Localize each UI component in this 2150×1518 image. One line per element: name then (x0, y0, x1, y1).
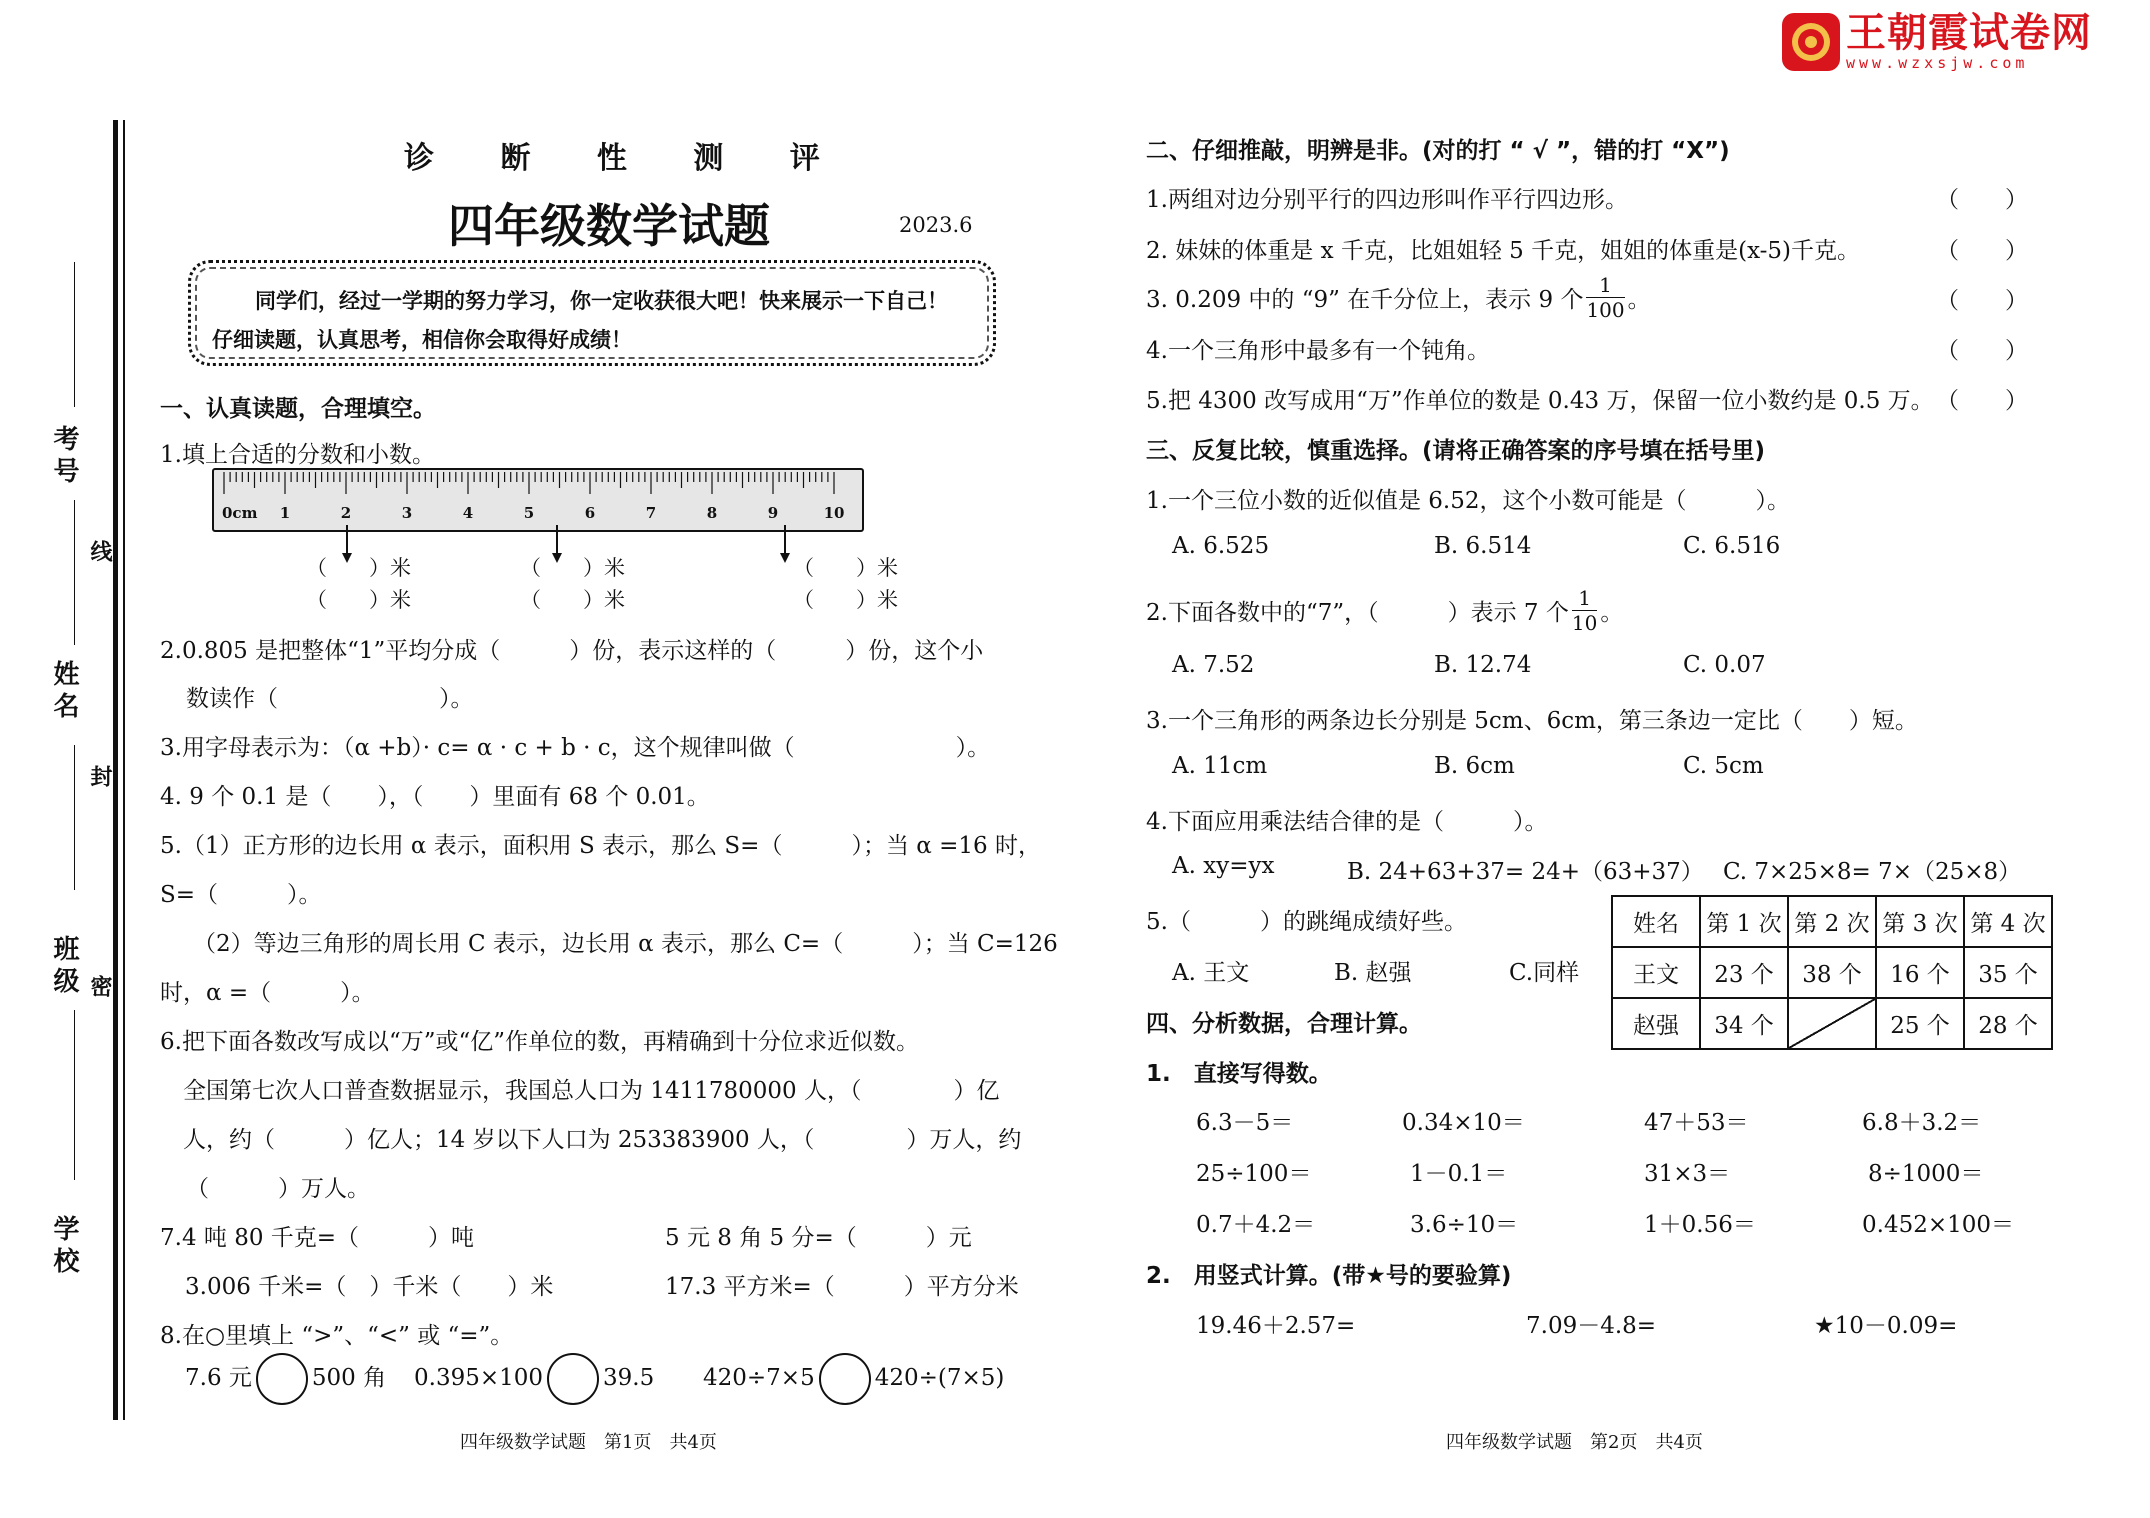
table-header-cell: 姓名 (1612, 896, 1700, 947)
q8-item-3-right: 420÷(7×5) (874, 1365, 1005, 1391)
calc-r3-c4: 0.452×100＝ (1862, 1212, 2015, 1238)
calc-r2-c3: 31×3＝ (1644, 1161, 1731, 1187)
choice-2-frac-den: 10 (1571, 610, 1598, 635)
intro-line-2: 仔细读题，认真思考，相信你会取得好成绩！ (212, 328, 632, 352)
compare-circle-2[interactable] (547, 1353, 599, 1405)
kaohao-line (74, 262, 75, 407)
section-2-title: 二、仔细推敲，明辨是非。(对的打 “ √ ”，错的打 “X”) (1146, 138, 1730, 164)
choice-2-option-a[interactable]: A. 7.52 (1172, 652, 1255, 678)
footer-right: 四年级数学试题 第2页 共4页 (1446, 1432, 1703, 1453)
calc-r3-c3: 1＋0.56＝ (1644, 1212, 1756, 1238)
tf-3-text: 3. 0.209 中的 “9” 在千分位上，表示 9 个 (1146, 286, 1584, 313)
mark-feng: 封 (87, 765, 112, 793)
q5-line-1: 5.（1）正方形的边长用 α 表示，面积用 S 表示，那么 S=（ ）；当 α =16 时， (160, 833, 1041, 859)
table-row (1612, 998, 2052, 1049)
vertical-calc-2: 7.09－4.8= (1526, 1313, 1657, 1339)
choice-1-option-b[interactable]: B. 6.514 (1434, 533, 1532, 559)
tf-3-answer[interactable]: （ ） (1936, 288, 2028, 314)
tf-2: 2. 妹妹的体重是 x 千克，比姐姐轻 5 千克，姐姐的体重是(x-5)千克。 (1146, 238, 1861, 264)
choice-5-option-c[interactable]: C.同样 (1509, 960, 1580, 986)
footer-left: 四年级数学试题 第1页 共4页 (460, 1432, 717, 1453)
tf-5-answer[interactable]: （ ） (1936, 388, 2028, 414)
q7-c: 3.006 千米=（ ）千米（ ）米 (185, 1274, 554, 1300)
logo-emblem-icon (1782, 13, 1840, 71)
table-cell: 35 个 (1964, 947, 2052, 998)
exam-date: 2023.6 (899, 213, 973, 237)
section-4-title: 四、分析数据，合理计算。 (1146, 1011, 1422, 1037)
choice-2-option-b[interactable]: B. 12.74 (1434, 652, 1532, 678)
q8-item-2 (414, 1353, 654, 1405)
intro-line-1: 同学们，经过一学期的努力学习，你一定收获很大吧！快来展示一下自己！ (255, 289, 948, 313)
ruler-blank-2b[interactable]: （ ）米 (520, 588, 625, 612)
q8-item-3 (703, 1353, 1004, 1405)
q2-line-2: 数读作（ ）。 (186, 686, 474, 712)
calc-r2-c4: 8÷1000＝ (1868, 1161, 1984, 1187)
ruler-blank-3a[interactable]: （ ）米 (793, 556, 898, 580)
table-cell-crossed (1788, 998, 1876, 1049)
choice-2-option-c[interactable]: C. 0.07 (1683, 652, 1766, 678)
table-header-row (1612, 896, 2052, 947)
ruler-label: 0cm (222, 504, 258, 522)
section-1-title: 一、认真读题，合理填空。 (160, 396, 436, 422)
logo-name: 王朝霞试卷网 (1846, 10, 2092, 56)
site-logo (1782, 12, 2092, 72)
vertical-calc-3: ★10－0.09= (1814, 1313, 1958, 1339)
table-cell: 23 个 (1700, 947, 1788, 998)
calc-r1-c4: 6.8＋3.2＝ (1862, 1110, 1982, 1136)
table-cell: 34 个 (1700, 998, 1788, 1049)
ruler-blank-1b[interactable]: （ ）米 (306, 588, 411, 612)
xuexiao-line (74, 1010, 75, 1180)
q6-line-1: 6.把下面各数改写成以“万”或“亿”作单位的数，再精确到十分位求近似数。 (160, 1029, 919, 1055)
q8-item-1 (185, 1353, 386, 1405)
choice-2-frac-num: 1 (1572, 586, 1597, 611)
calc-r1-c2: 0.34×10＝ (1402, 1110, 1525, 1136)
q7-b: 5 元 8 角 5 分=（ ）元 (665, 1225, 972, 1251)
ruler-ticks (214, 470, 862, 530)
logo-url: www.wzxsjw.com (1846, 54, 2029, 72)
table-cell: 赵强 (1612, 998, 1700, 1049)
q2-line-1: 2.0.805 是把整体“1”平均分成（ ）份，表示这样的（ ）份，这个小 (160, 638, 984, 664)
section-4-part-1: 1. 直接写得数。 (1146, 1061, 1332, 1087)
calc-r2-c2: 1－0.1＝ (1410, 1161, 1508, 1187)
section-3-title: 三、反复比较，慎重选择。(请将正确答案的序号填在括号里) (1146, 438, 1766, 464)
label-kaohao: 考号 (49, 425, 79, 489)
q1: 1.填上合适的分数和小数。 (160, 442, 435, 468)
choice-2-question (1146, 580, 1623, 640)
tf-3-frac-num: 1 (1586, 273, 1624, 298)
q8-item-2-left: 0.395×100 (414, 1365, 544, 1391)
calc-r1-c1: 6.3－5＝ (1196, 1110, 1294, 1136)
q5-line-2: S=（ ）。 (160, 882, 322, 908)
q8-item-2-right: 39.5 (603, 1365, 655, 1391)
q6-line-3: 人，约（ ）亿人；14 岁以下人口为 253383900 人，（ ）万人，约 (183, 1127, 1022, 1153)
ruler-label: 4 (462, 504, 474, 522)
table-header-cell: 第 4 次 (1964, 896, 2052, 947)
q3: 3.用字母表示为：（α +b）· c= α · c + b · c，这个规律叫做（ ）。 (160, 735, 991, 761)
tf-4: 4.一个三角形中最多有一个钝角。 (1146, 338, 1490, 364)
banji-line (74, 745, 75, 890)
ruler-label: 2 (340, 504, 352, 522)
choice-5-option-b[interactable]: B. 赵强 (1334, 960, 1412, 986)
q8: 8.在○里填上 “>”、“<” 或 “=”。 (160, 1323, 514, 1349)
tf-1: 1.两组对边分别平行的四边形叫作平行四边形。 (1146, 187, 1628, 213)
section-4-part-2: 2. 用竖式计算。(带★号的要验算) (1146, 1263, 1512, 1289)
ruler (212, 468, 864, 532)
q4: 4. 9 个 0.1 是（ ），（ ）里面有 68 个 0.01。 (160, 784, 710, 810)
label-xuexiao: 学校 (49, 1215, 79, 1279)
table-header-cell: 第 3 次 (1876, 896, 1964, 947)
choice-3-option-c[interactable]: C. 5cm (1683, 753, 1764, 779)
mark-mi: 密 (87, 975, 112, 1003)
binding-rule-thin (123, 120, 125, 1420)
tf-3-tail: 。 (1627, 286, 1651, 313)
table-cell: 16 个 (1876, 947, 1964, 998)
tf-3-fraction (1586, 273, 1624, 322)
ruler-blank-2a[interactable]: （ ）米 (520, 556, 625, 580)
ruler-label: 7 (645, 504, 657, 522)
table-header-cell: 第 1 次 (1700, 896, 1788, 947)
compare-circle-1[interactable] (256, 1353, 308, 1405)
q8-item-1-right: 500 角 (311, 1365, 387, 1391)
q5-line-3: （2）等边三角形的周长用 C 表示，边长用 α 表示，那么 C=（ ）；当 C=126 (193, 931, 1058, 957)
ruler-blank-1a[interactable]: （ ）米 (306, 556, 411, 580)
calc-r3-c1: 0.7＋4.2＝ (1196, 1212, 1316, 1238)
compare-circle-3[interactable] (819, 1353, 871, 1405)
q7-d: 17.3 平方米=（ ）平方分米 (665, 1274, 1019, 1300)
q7-a: 7.4 吨 80 千克=（ ）吨 (160, 1225, 475, 1251)
tf-2-answer[interactable]: （ ） (1936, 238, 2028, 264)
choice-2-tail: 。 (1600, 599, 1624, 626)
ruler-label: 3 (401, 504, 413, 522)
choice-1-option-a[interactable]: A. 6.525 (1172, 533, 1270, 559)
ruler-label: 8 (706, 504, 718, 522)
choice-5-option-a[interactable]: A. 王文 (1172, 960, 1250, 986)
choice-1-question: 1.一个三位小数的近似值是 6.52，这个小数可能是（ ）。 (1146, 488, 1790, 514)
choice-5-question: 5.（ ）的跳绳成绩好些。 (1146, 909, 1467, 935)
q5-line-4: 时，α =（ ）。 (160, 980, 375, 1006)
page-title: 四年级数学试题 (448, 199, 770, 253)
ruler-blank-3b[interactable]: （ ）米 (793, 588, 898, 612)
mark-xian: 线 (87, 540, 112, 568)
ruler-label: 6 (584, 504, 596, 522)
tf-5: 5.把 4300 改写成用“万”作单位的数是 0.43 万，保留一位小数约是 0.5 万。 (1146, 388, 1934, 414)
choice-4-option-a[interactable]: A. xy=yx (1172, 853, 1275, 879)
tf-3-frac-den: 100 (1586, 297, 1625, 322)
choice-2-text: 2.下面各数中的“7”，（ ）表示 7 个 (1146, 599, 1569, 626)
choice-3-option-a[interactable]: A. 11cm (1172, 753, 1268, 779)
q8-item-3-left: 420÷7×5 (703, 1365, 815, 1391)
table-header-cell: 第 2 次 (1788, 896, 1876, 947)
choice-4-question: 4.下面应用乘法结合律的是（ ）。 (1146, 809, 1548, 835)
calc-r3-c2: 3.6÷10＝ (1410, 1212, 1519, 1238)
q6-line-2: 全国第七次人口普查数据显示，我国总人口为 1411780000 人，（ ）亿 (183, 1078, 1000, 1104)
ruler-label: 9 (767, 504, 779, 522)
table-cell: 25 个 (1876, 998, 1964, 1049)
choice-4-option-c[interactable]: C. 7×25×8= 7×（25×8） (1723, 859, 2022, 885)
choice-1-option-c[interactable]: C. 6.516 (1683, 533, 1781, 559)
kicker: 诊 断 性 测 评 (404, 141, 848, 176)
ruler-label: 1 (279, 504, 291, 522)
table-cell: 王文 (1612, 947, 1700, 998)
vertical-calc-1: 19.46＋2.57= (1196, 1313, 1356, 1339)
choice-4-option-b[interactable]: B. 24+63+37= 24+（63+37） (1347, 859, 1704, 885)
label-banji: 班级 (49, 935, 79, 999)
q6-line-4: （ ）万人。 (186, 1176, 370, 1202)
q8-item-1-left: 7.6 元 (185, 1365, 252, 1391)
table-cell: 38 个 (1788, 947, 1876, 998)
ruler-label: 5 (523, 504, 535, 522)
table-row (1612, 947, 2052, 998)
tf-3 (1146, 268, 1651, 326)
choice-3-option-b[interactable]: B. 6cm (1434, 753, 1515, 779)
choice-2-fraction (1572, 586, 1597, 635)
ruler-label: 10 (823, 504, 845, 522)
table-cell: 28 个 (1964, 998, 2052, 1049)
xingming-line (74, 500, 75, 645)
calc-r2-c1: 25÷100＝ (1196, 1161, 1312, 1187)
choice-3-question: 3.一个三角形的两条边长分别是 5cm、6cm，第三条边一定比（ ）短。 (1146, 708, 1918, 734)
label-xingming: 姓名 (49, 660, 79, 724)
tf-1-answer[interactable]: （ ） (1936, 187, 2028, 213)
tf-4-answer[interactable]: （ ） (1936, 338, 2028, 364)
calc-r1-c3: 47＋53＝ (1644, 1110, 1749, 1136)
jump-rope-table (1611, 895, 2053, 1050)
